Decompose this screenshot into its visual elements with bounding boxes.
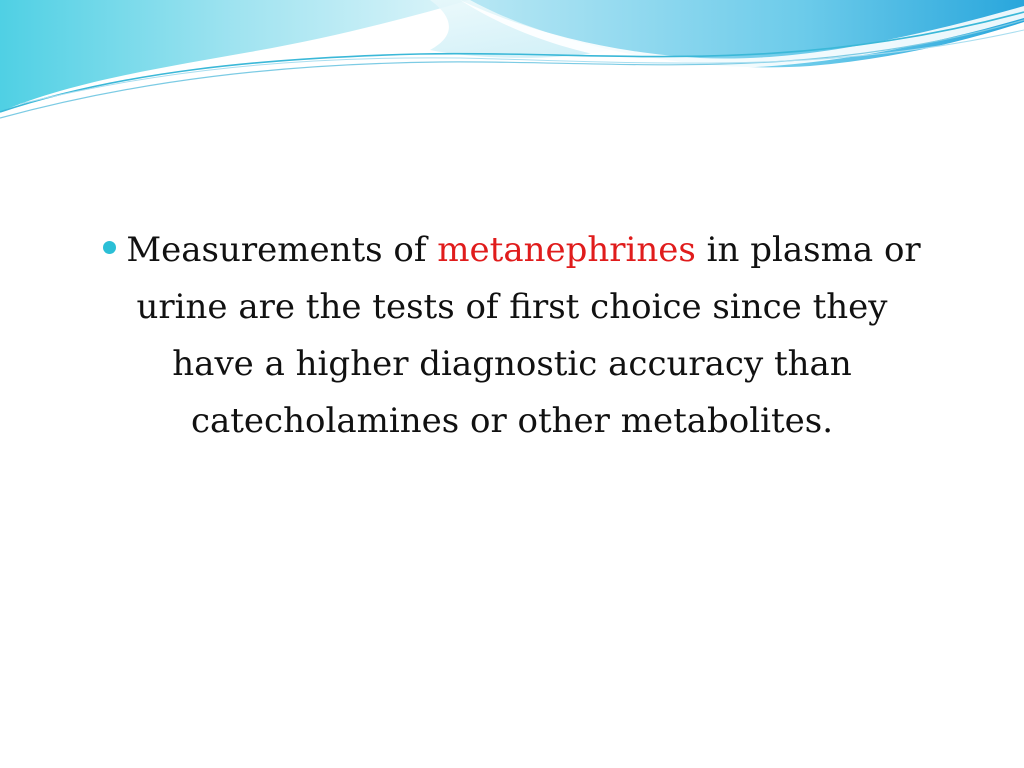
highlight-term: metanephrines (437, 230, 696, 270)
wave-left-fill (0, 0, 470, 112)
bullet-dot-icon (103, 241, 116, 254)
wave-header-decoration (0, 0, 1024, 130)
bullet-paragraph (100, 222, 924, 450)
bullet-text-after: in plasma or urine are the tests of first choice since they have a higher diagnostic accuracy than catecholamines or other metabolites. (136, 230, 921, 441)
bullet-text-before: Measurements of (126, 230, 438, 270)
